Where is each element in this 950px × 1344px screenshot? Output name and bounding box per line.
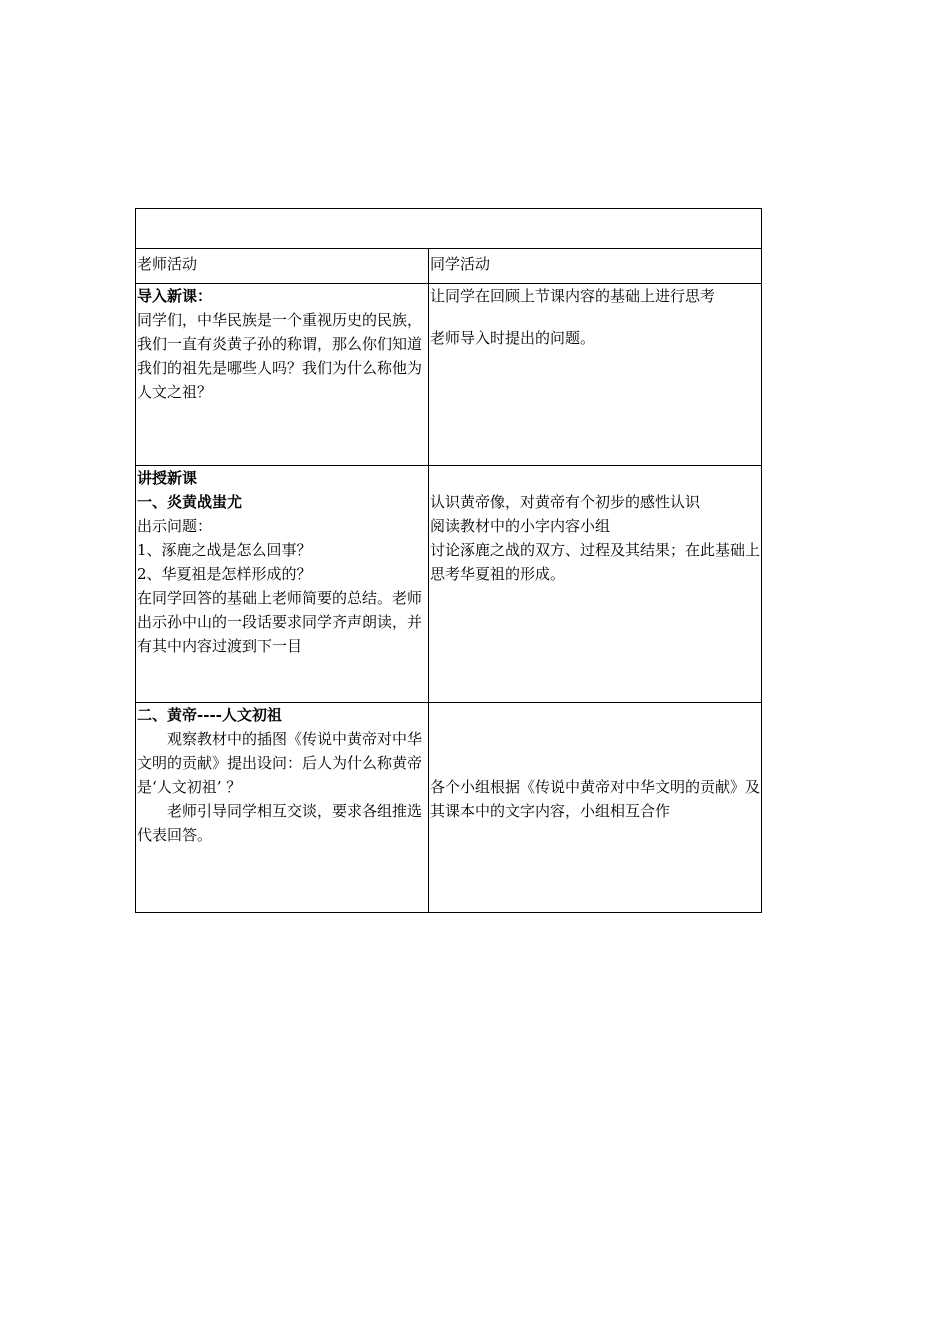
huangdi-student-text: 各个小组根据《传说中黄帝对中华文明的贡献》及其课本中的文字内容，小组相互合作 xyxy=(430,778,761,820)
intro-teacher-text: 同学们，中华民族是一个重视历史的民族，我们一直有炎黄子孙的称谓，那么你们知道我们的祖先是哪些人吗？我们为什么称他为人文之祖？ xyxy=(137,311,423,401)
student-activity-header: 同学活动 xyxy=(429,249,762,284)
huangdi-para1: 观察教材中的插图《传说中黄帝对中华文明的贡献》提出设问：后人为什么称黄帝是‘人文初祖’ ？ xyxy=(137,730,423,796)
huangdi-student-cell xyxy=(429,703,762,913)
section1-title: 一、炎黄战蚩尤 xyxy=(137,493,243,511)
intro-student-cell xyxy=(429,284,762,466)
question-1: 1、涿鹿之战是怎么回事？ xyxy=(137,541,312,559)
table-header-row xyxy=(136,249,762,284)
section2-title: 二、黄帝----人文初祖 xyxy=(137,706,282,724)
table-row xyxy=(136,466,762,703)
lecture-prompt: 出示问题： xyxy=(137,517,213,535)
lecture-teacher-cell xyxy=(136,466,429,703)
blank-cell xyxy=(136,209,762,249)
intro-teacher-cell xyxy=(136,284,429,466)
lecture-title: 讲授新课 xyxy=(137,469,198,487)
table-blank-row xyxy=(136,209,762,249)
huangdi-para2: 老师引导同学相互交谈，要求各组推选代表回答。 xyxy=(137,802,423,844)
huangdi-teacher-cell xyxy=(136,703,429,913)
table-row xyxy=(136,703,762,913)
intro-student-line2: 老师导入时提出的问题。 xyxy=(430,329,596,347)
question-2: 2、华夏祖是怎样形成的？ xyxy=(137,565,312,583)
lecture-summary: 在同学回答的基础上老师简要的总结。老师出示孙中山的一段话要求同学齐声朗读，并有其中内容过渡到下一目 xyxy=(137,589,423,655)
lecture-student-line3: 讨论涿鹿之战的双方、过程及其结果；在此基础上思考华夏祖的形成。 xyxy=(430,541,761,583)
lecture-student-cell xyxy=(429,466,762,703)
lesson-plan-table xyxy=(135,208,762,913)
intro-title: 导入新课： xyxy=(137,287,213,305)
lecture-student-line1: 认识黄帝像，对黄帝有个初步的感性认识 xyxy=(430,493,701,511)
lecture-student-line2: 阅读教材中的小字内容小组 xyxy=(430,517,611,535)
teacher-activity-header: 老师活动 xyxy=(136,249,429,284)
intro-student-line1: 让同学在回顾上节课内容的基础上进行思考 xyxy=(430,287,716,305)
table-row xyxy=(136,284,762,466)
